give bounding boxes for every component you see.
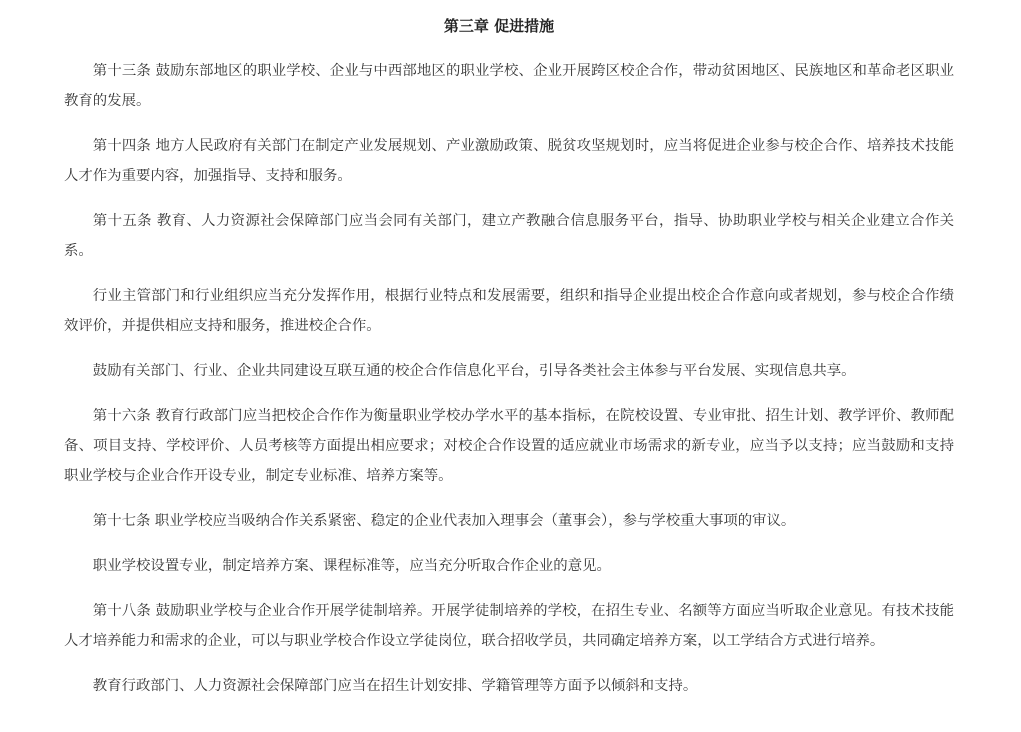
- industry-departments-paragraph: 行业主管部门和行业组织应当充分发挥作用，根据行业特点和发展需要，组织和指导企业提出校企合作意向或者规划，参与校企合作绩效评价，并提供相应支持和服务，推进校企合作。: [64, 288, 954, 334]
- article-16-paragraph: 第十六条 教育行政部门应当把校企合作作为衡量职业学校办学水平的基本指标，在院校设置、专业审批、招生计划、教学评价、教师配备、项目支持、学校评价、人员考核等方面提出相应要求；对校企合作设置的适应就业市场需求的新专业，应当予以支持；应当鼓励和支持职业学校与企业合作开设专业，制定专业标准、培养方案等。: [64, 408, 954, 484]
- document-page: [64, 0, 954, 701]
- major-setting-paragraph: 职业学校设置专业，制定培养方案、课程标准等，应当充分听取合作企业的意见。: [92, 558, 611, 574]
- article-17-paragraph: 第十七条 职业学校应当吸纳合作关系紧密、稳定的企业代表加入理事会（董事会），参与学校重大事项的审议。: [92, 513, 796, 529]
- enrollment-support-paragraph: 教育行政部门、人力资源社会保障部门应当在招生计划安排、学籍管理等方面予以倾斜和支持。: [92, 678, 698, 694]
- article-15-paragraph: 第十五条 教育、人力资源社会保障部门应当会同有关部门，建立产教融合信息服务平台，指导、协助职业学校与相关企业建立合作关系。: [64, 213, 954, 259]
- article-13-paragraph: 第十三条 鼓励东部地区的职业学校、企业与中西部地区的职业学校、企业开展跨区校企合作，带动贫困地区、民族地区和革命老区职业教育的发展。: [64, 63, 954, 109]
- article-14-paragraph: 第十四条 地方人民政府有关部门在制定产业发展规划、产业激励政策、脱贫攻坚规划时，应当将促进企业参与校企合作、培养技术技能人才作为重要内容，加强指导、支持和服务。: [64, 138, 954, 184]
- article-18-paragraph: 第十八条 鼓励职业学校与企业合作开展学徒制培养。开展学徒制培养的学校，在招生专业、名额等方面应当听取企业意见。有技术技能人才培养能力和需求的企业，可以与职业学校合作设立学徒岗位，联合招收学员，共同确定培养方案，以工学结合方式进行培养。: [64, 603, 954, 649]
- chapter-title: 第三章 促进措施: [443, 17, 555, 35]
- info-platform-paragraph: 鼓励有关部门、行业、企业共同建设互联互通的校企合作信息化平台，引导各类社会主体参与平台发展、实现信息共享。: [92, 363, 856, 379]
